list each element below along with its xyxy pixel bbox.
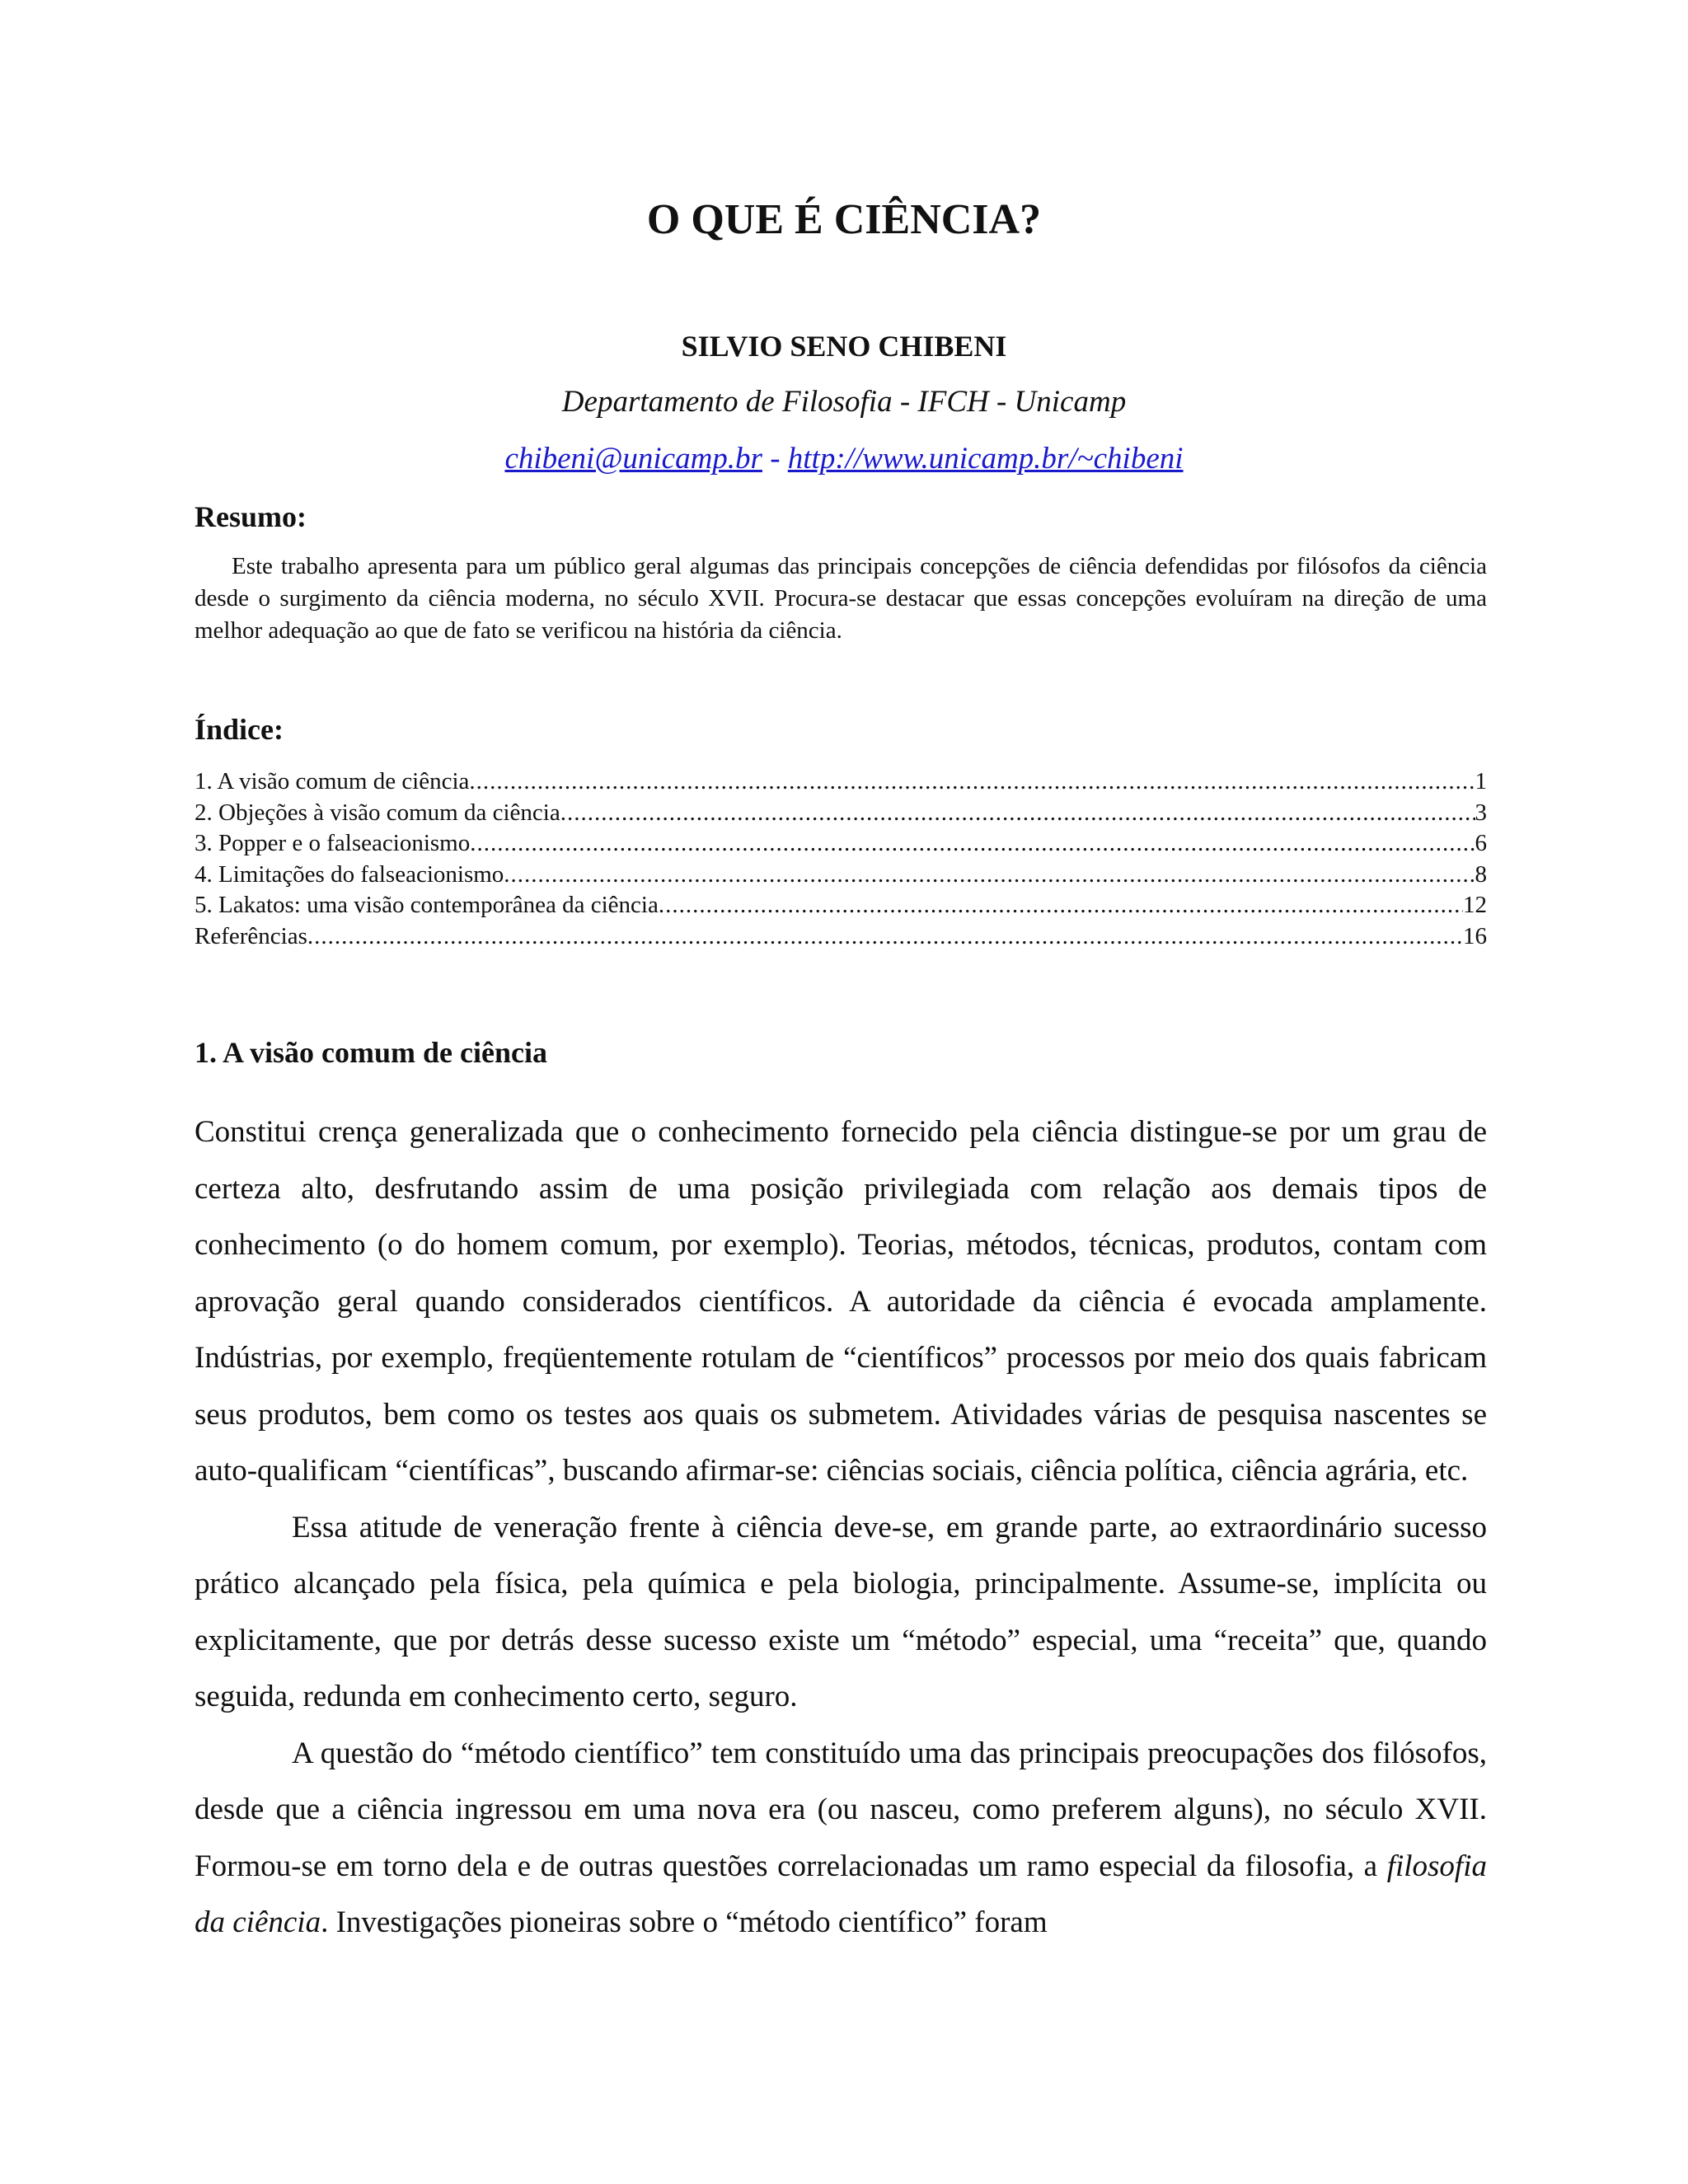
toc-entry-label: 1. A visão comum de ciência: [195, 768, 470, 794]
body-text-run: A questão do “método científico” tem constituído uma das principais preocupações dos filósofos, desde que a ciência ingressou em uma nova era (ou nasceu, como preferem alguns), no século XVII. Formou-se em torno dela e de outras questões correlacionadas um ramo especial da filosofia, a: [195, 1736, 1487, 1883]
toc-heading: Índice:: [195, 713, 284, 746]
author-contacts: [0, 438, 1688, 480]
toc-leader-dots: [560, 798, 1475, 829]
body-paragraph: Constitui crença generalizada que o conhecimento fornecido pela ciência distingue-se por um grau de certeza alto, desfrutando assim de uma posição privilegiada com relação aos demais tipos de conhecimento (o do homem comum, por exemplo). Teorias, métodos, técnicas, produtos, contam com aprovação geral quando considerados científicos. A autoridade da ciência é evocada amplamente. Indústrias, por exemplo, freqüentemente rotulam de “científicos” processos por meio dos quais fabricam seus produtos, bem como os testes aos quais os submetem. Atividades várias de pesquisa nascentes se auto-qualificam “científicas”, buscando afirmar-se: ciências sociais, ciência política, ciência agrária, etc.: [195, 1115, 1487, 1488]
body-paragraph: [195, 1726, 1487, 1952]
toc-leader-dots: [469, 766, 1475, 798]
toc-entry[interactable]: [195, 828, 1487, 860]
toc-entry-page: 1: [1475, 768, 1487, 794]
toc-entry-page: 3: [1475, 799, 1487, 826]
toc-entry-page: 8: [1475, 860, 1487, 888]
toc-entry-label: Referências: [195, 922, 307, 949]
website-link[interactable]: http://www.unicamp.br/~chibeni: [787, 442, 1184, 476]
toc-entry[interactable]: [195, 798, 1487, 829]
toc-entry[interactable]: [195, 766, 1487, 798]
body-text-run: . Investigações pioneiras sobre o “método científico” foram: [321, 1905, 1048, 1939]
toc-entry[interactable]: [195, 860, 1487, 891]
author-name: SILVIO SENO CHIBENI: [681, 330, 1007, 363]
email-link[interactable]: chibeni@unicamp.br: [504, 442, 762, 476]
toc-entry-label: 4. Limitações do falseacionismo: [195, 860, 504, 888]
body-paragraph: Essa atitude de veneração frente à ciência deve-se, em grande parte, ao extraordinário sucesso prático alcançado pela física, pela química e pela biologia, principalmente. Assume-se, implícita ou explicitamente, que por detrás desse sucesso existe um “método” especial, uma “receita” que, quando seguida, redunda em conhecimento certo, seguro.: [195, 1510, 1487, 1713]
abstract-text: Este trabalho apresenta para um público geral algumas das principais concepções de ciência defendidas por filósofos da ciência desde o surgimento da ciência moderna, no século XVII. Procura-se destacar que essas concepções evoluíram na direção de uma melhor adequação ao que de fato se verificou na história da ciência.: [195, 553, 1487, 644]
author-affiliation: Departamento de Filosofia - IFCH - Unicamp: [561, 385, 1127, 419]
toc-entry[interactable]: [195, 890, 1487, 921]
toc-entry-page: 12: [1463, 892, 1487, 919]
section-heading: 1. A visão comum de ciência: [195, 1036, 547, 1069]
toc-entry-label: 3. Popper e o falseacionismo: [195, 830, 471, 857]
toc-leader-dots: [504, 860, 1475, 891]
abstract-heading: Resumo:: [195, 500, 307, 533]
table-of-contents: [195, 766, 1487, 953]
toc-entry-label: 5. Lakatos: uma visão contemporânea da ciência: [195, 892, 659, 919]
toc-entry-page: 16: [1463, 922, 1487, 949]
toc-entry[interactable]: [195, 921, 1487, 953]
toc-leader-dots: [659, 890, 1463, 921]
toc-leader-dots: [470, 828, 1475, 860]
toc-entry-label: 2. Objeções à visão comum da ciência: [195, 799, 560, 826]
toc-entry-page: 6: [1475, 830, 1487, 857]
toc-leader-dots: [307, 921, 1463, 953]
paper-title: O QUE É CIÊNCIA?: [646, 196, 1042, 243]
emphasized-term: filosofia da ciência: [195, 1849, 1487, 1939]
contact-separator: -: [762, 442, 788, 476]
section-body: [195, 1104, 1487, 1952]
